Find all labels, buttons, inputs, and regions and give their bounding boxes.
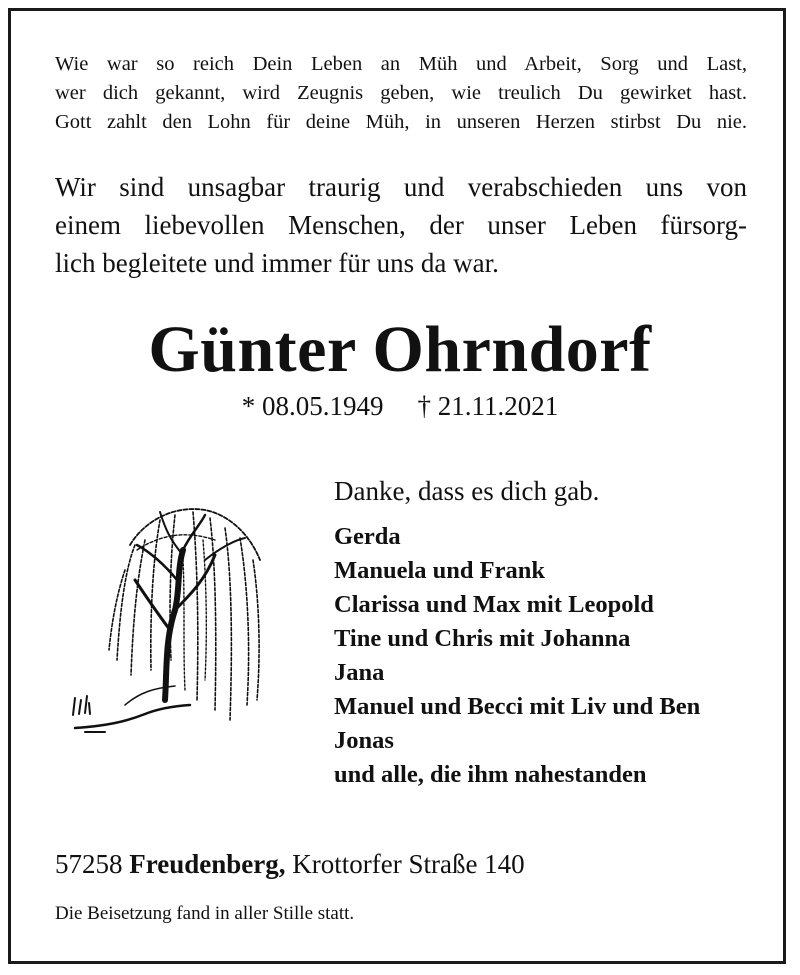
address-zip: 57258 [55,849,123,879]
deceased-name: Günter Ohrndorf [148,313,652,386]
address-street: Krottorfer Straße 140 [292,849,525,879]
mourner-entry: Tine und Chris mit Johanna [334,625,631,652]
mourners-list [334,520,700,792]
burial-note: Die Beisetzung fand in aller Stille statt. [55,903,355,924]
mourner-entry: und alle, die ihm nahestanden [334,761,647,788]
intro-line: lich begleitete und immer für uns da war. [55,248,499,278]
mourner-entry: Manuel und Becci mit Liv und Ben [334,693,701,720]
mourner-entry: Clarissa und Max mit Leopold [334,591,654,618]
intro-line: einem liebevollen Menschen, der unser Leben fürsorg- [55,210,747,240]
poem-line: wer dich gekannt, wird Zeugnis geben, wie treulich Du gewirket hast. [55,82,747,104]
intro-line: Wir sind unsagbar traurig und verabschieden uns von [55,172,747,202]
weeping-willow-icon [65,500,280,750]
thanks-line: Danke, dass es dich gab. [334,476,600,506]
mourner-entry: Gerda [334,523,401,550]
death-date: † 21.11.2021 [417,391,559,421]
poem [55,50,747,137]
life-dates [0,386,800,426]
mourner-entry: Manuela und Frank [334,557,546,584]
mourner-entry: Jana [334,659,385,686]
address [55,845,525,883]
birth-date: * 08.05.1949 [241,391,384,421]
poem-line: Wie war so reich Dein Leben an Müh und Arbeit, Sorg und Last, [55,53,747,75]
intro-text [55,168,747,282]
mourner-entry: Jonas [334,727,394,754]
address-city: Freudenberg, [129,849,286,879]
poem-line: Gott zahlt den Lohn für deine Müh, in unseren Herzen stirbst Du nie. [55,111,747,133]
